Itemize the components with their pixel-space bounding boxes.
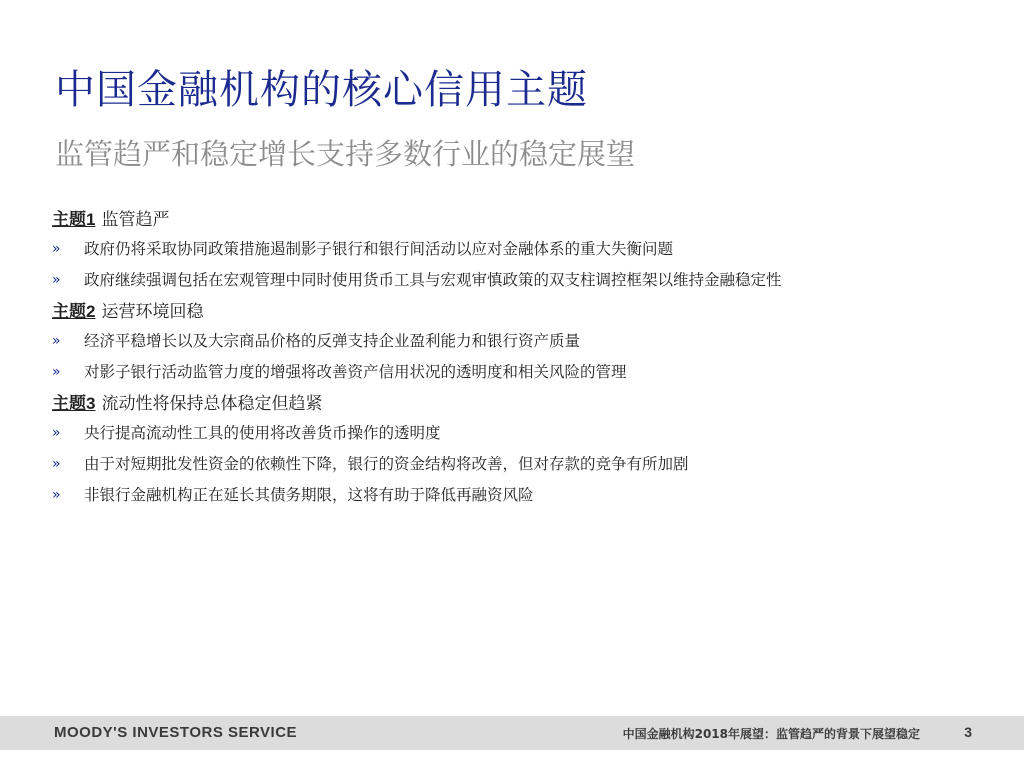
theme-tag: 主题2 <box>52 302 96 321</box>
theme-tag: 主题1 <box>52 210 96 229</box>
bullet-marker-icon: » <box>52 272 61 288</box>
list-item <box>52 269 972 291</box>
theme-heading <box>52 392 972 416</box>
bullet-marker-icon: » <box>52 241 61 257</box>
bullet-text: 经济平稳增长以及大宗商品价格的反弹支持企业盈利能力和银行资产质量 <box>84 332 581 350</box>
bullet-text: 对影子银行活动监管力度的增强将改善资产信用状况的透明度和相关风险的管理 <box>84 363 627 381</box>
themes-list <box>52 208 972 515</box>
theme-name: 运营环境回稳 <box>101 302 204 322</box>
theme-heading <box>52 300 972 324</box>
footer-bar <box>0 716 1024 750</box>
bullet-text: 由于对短期批发性资金的依赖性下降，银行的资金结构将改善，但对存款的竞争有所加剧 <box>84 455 689 473</box>
list-item <box>52 238 972 260</box>
slide-subtitle: 监管趋严和稳定增长支持多数行业的稳定展望 <box>55 137 636 171</box>
slide-title: 中国金融机构的核心信用主题 <box>55 67 588 113</box>
page-number: 3 <box>964 724 972 740</box>
footer-brand-logo: MOODY'S INVESTORS SERVICE <box>54 724 298 741</box>
theme-name: 流动性将保持总体稳定但趋紧 <box>101 394 323 414</box>
footer-document-title: 中国金融机构2018年展望：监管趋严的背景下展望稳定 <box>622 727 920 741</box>
bullet-marker-icon: » <box>52 364 61 380</box>
theme-2 <box>52 300 972 383</box>
list-item <box>52 484 972 506</box>
theme-tag: 主题3 <box>52 394 96 413</box>
list-item <box>52 422 972 444</box>
theme-1 <box>52 208 972 291</box>
theme-heading <box>52 208 972 232</box>
bullet-text: 非银行金融机构正在延长其债务期限，这将有助于降低再融资风险 <box>84 486 534 504</box>
list-item <box>52 361 972 383</box>
bullet-text: 政府继续强调包括在宏观管理中同时使用货币工具与宏观审慎政策的双支柱调控框架以维持金融稳定性 <box>84 271 782 289</box>
list-item <box>52 453 972 475</box>
bullet-marker-icon: » <box>52 487 61 503</box>
bullet-marker-icon: » <box>52 425 61 441</box>
theme-name: 监管趋严 <box>101 210 170 230</box>
bullet-marker-icon: » <box>52 333 61 349</box>
bullet-text: 政府仍将采取协同政策措施遏制影子银行和银行间活动以应对金融体系的重大失衡问题 <box>84 240 674 258</box>
bullet-marker-icon: » <box>52 456 61 472</box>
bullet-text: 央行提高流动性工具的使用将改善货币操作的透明度 <box>84 424 441 442</box>
theme-3 <box>52 392 972 506</box>
list-item <box>52 330 972 352</box>
